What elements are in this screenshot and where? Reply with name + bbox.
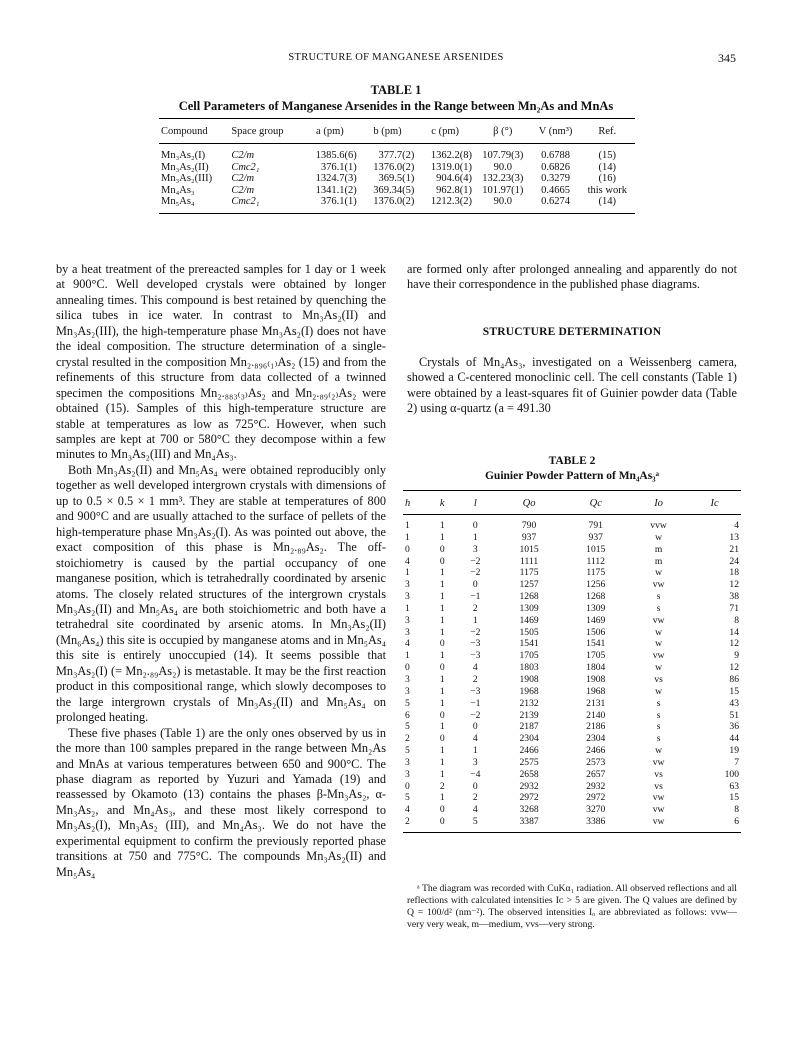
table2-cell: w (655, 567, 663, 579)
table1-header-cell: Ref. (580, 119, 635, 144)
table2-cell: 2139 (519, 709, 539, 721)
table2-cell: 1175 (519, 567, 539, 579)
table2-cell: 12 (729, 638, 739, 650)
table2-cell: m (654, 543, 663, 555)
table2-cell: 3 (405, 579, 410, 591)
table1-cell: 369.5(1) (378, 173, 415, 185)
table2-cell: s (656, 602, 661, 614)
table2-cell: 2575 (519, 756, 539, 768)
left-paragraph-3: These five phases (Table 1) are the only ones observed by us in the more than 100 samples prepared in the range between Mn₂As and MnAs at various temperatures between 650 and 900°C. The phase diagram as reported by Yuzuri and Yamada (19) and reassessed by Okamoto (13) contains the phases β-Mn₃As₂, α-Mn₃As₂, and Mn₄As₃, and these most likely correspond to Mn₃As₂(I), Mn₃As₂ (III), and Mn₄As₃. We do not have the experimental equipment to confirm the previously reported phase transitions at 750 and 775°C. The compounds Mn₃As₂(II) and Mn₅As₄ (56, 725, 386, 879)
table-row (403, 603, 741, 615)
table2-cell: 4 (405, 638, 410, 650)
table2-cell: 1968 (586, 685, 606, 697)
table2-cell: 1541 (586, 638, 606, 650)
table-row (403, 532, 741, 544)
table2-cell: 0 (439, 733, 445, 745)
table2-cell: 7 (734, 756, 739, 768)
table2-cell: 1705 (519, 650, 539, 662)
table2-cell: 1 (472, 531, 478, 543)
table2-cell: 2658 (519, 768, 539, 780)
table2-cell: 3 (405, 614, 410, 626)
table2-cell: 18 (729, 567, 739, 579)
table2-cell: 0 (405, 780, 410, 792)
table2-cell: 1705 (586, 650, 606, 662)
table-row (403, 710, 741, 722)
table1-header-cell: β (°) (474, 119, 532, 144)
table2-cell: 3270 (586, 804, 606, 816)
table2 (403, 490, 741, 833)
table2-cell: 1268 (519, 591, 539, 603)
left-paragraph-2: Both Mn₃As₂(II) and Mn₅As₄ were obtained reproducibly only together as well developed intergrown crystals with dimensions of up to 0.5 × 0.5 × 1 mm³. They are stable at temperatures of 800 and 900°C and are usually attached to the surface of pellets of the high-temperature phase Mn₃As₂(I). As was pointed out above, the exact composition of this phase is Mn₂.₈₉As₂. The off-stoichiometry is caused by the partial occupancy of one manganese position, which is tetrahedrally coordinated by arsenic atoms. The closely related structures of the intergrown crystals Mn₃As₂(II) and Mn₅As₄ are both stoichiometric and both have a tetrahedral site coordinated by arsenic atoms. In Mn₃As₂(II) (Mn₆As₄) this site is occupied by manganese atoms and in Mn₅As₄ this site is entirely unoccupied (14). It seems possible that Mn₃As₂(I) (= Mn₂.₈₉As₂) is metastable. It may be the first reaction product in this compositional range, which slowly decomposes to the large intergrown crystals of Mn₃As₂(II) and Mn₅As₄ on prolonged heating. (56, 462, 386, 725)
table2-cell: 3 (405, 768, 410, 780)
table1-header-cell: Compound (159, 119, 229, 144)
table2-cell: vw (652, 650, 665, 662)
table1-cell: 369.34(5) (373, 184, 415, 196)
table1-header-cell: a (pm) (301, 119, 359, 144)
table-row (403, 733, 741, 745)
table2-cell: 2187 (519, 721, 539, 733)
table2-cell: vvw (650, 520, 667, 531)
table2-cell: 4 (405, 555, 410, 567)
table2-header-cell: Ic (688, 491, 741, 515)
table2-cell: vw (652, 614, 665, 626)
table1-cell: this work (587, 184, 627, 196)
table2-cell: 2 (439, 780, 445, 792)
table2-cell: 791 (588, 520, 603, 531)
table2-cell: 2140 (586, 709, 606, 721)
table2-cell: 5 (405, 697, 410, 709)
table2-cell: s (656, 697, 661, 709)
table2-cell: 1 (405, 602, 410, 614)
table-row (159, 144, 635, 162)
table2-cell: 1469 (519, 614, 539, 626)
table2-cell: vw (652, 579, 665, 591)
table2-cell: 2466 (586, 745, 606, 757)
table2-cell: 6 (688, 816, 741, 832)
table2-cell: 4 (472, 804, 478, 816)
table-row (403, 627, 741, 639)
table1-cell: 0.3279 (541, 173, 570, 185)
table2-cell: 1 (472, 614, 478, 626)
table1-header-cell: Space group (229, 119, 301, 144)
table2-cell: 8 (734, 614, 739, 626)
table2-cell: 1 (439, 756, 445, 768)
table-row (159, 173, 635, 185)
table2-cell: 1541 (519, 638, 539, 650)
table1-cell: 376.1(1) (301, 196, 359, 213)
table2-cell: 2466 (519, 745, 539, 757)
table2-cell: 1257 (519, 579, 539, 591)
table2-cell: vw (652, 756, 665, 768)
table1-cell: 132.23(3) (482, 173, 524, 185)
table2-cell: 1 (405, 520, 410, 531)
table2-cell: 1 (439, 697, 445, 709)
section-heading: STRUCTURE DETERMINATION (482, 326, 662, 338)
table2-cell: vs (654, 780, 663, 792)
table2-cell: 5 (405, 745, 410, 757)
table2-header-cell: h (403, 491, 430, 515)
table2-cell: 1015 (586, 543, 606, 555)
table1-cell: (15) (598, 150, 617, 161)
table1-cell: 1385.6(6) (315, 150, 357, 161)
table2-cell: 1 (439, 591, 445, 603)
table2-cell: 1908 (519, 673, 539, 685)
table2-cell: 1908 (586, 673, 606, 685)
table2-cell: 0 (472, 520, 478, 531)
table2-cell: w (655, 685, 663, 697)
table1-cell: 0.6274 (532, 196, 580, 213)
table2-cell: 1 (405, 650, 410, 662)
table-row (403, 816, 741, 832)
table1-cell: 107.79(3) (482, 150, 524, 161)
table2-cell: 2972 (519, 792, 539, 804)
table2-cell: s (656, 591, 661, 603)
table2-cell: 0 (439, 709, 445, 721)
table-row (403, 662, 741, 674)
table1-cell: 377.7(2) (378, 150, 415, 161)
table-row (403, 686, 741, 698)
table-row (403, 769, 741, 781)
table2-cell: 5 (455, 816, 496, 832)
table2-cell: 36 (729, 721, 739, 733)
table1-cell: 0.6826 (541, 161, 570, 173)
table2-cell: 1 (439, 792, 445, 804)
table1-cell: 0.6788 (541, 150, 570, 161)
table2-cell: 4 (405, 804, 410, 816)
table2-cell: 3 (472, 543, 478, 555)
table-row (403, 556, 741, 568)
table-row (159, 185, 635, 197)
table2-cell: 2 (403, 816, 430, 832)
table1-cell: 90.0 (493, 161, 512, 173)
table1-cell: Cmc2₁ (229, 196, 301, 213)
table2-cell: 1309 (586, 602, 606, 614)
table2-cell: 3 (405, 673, 410, 685)
right-column-mid (407, 355, 737, 417)
table-row (403, 579, 741, 591)
table2-cell: 1256 (586, 579, 606, 591)
table-row (159, 196, 635, 213)
table2-header-cell: Io (629, 491, 688, 515)
table1-cell: Mn₅As₄ (159, 196, 229, 213)
table1-cell: Mn₃As₂(II) (161, 161, 209, 173)
table2-cell: 0 (439, 804, 445, 816)
table2-cell: 1506 (586, 626, 606, 638)
table2-cell: m (654, 555, 663, 567)
table2-cell: 0 (430, 816, 455, 832)
table2-cell: 1 (439, 685, 445, 697)
table2-cell: 0 (472, 579, 478, 591)
table1-cell: Mn₄As₃ (161, 184, 195, 196)
table1-cell: 376.1(1) (320, 161, 357, 173)
table2-cell: 0 (439, 638, 445, 650)
table2-cell: 1111 (520, 555, 539, 567)
table1-header-cell: c (pm) (416, 119, 474, 144)
table2-cell: 2 (405, 733, 410, 745)
table-row (403, 721, 741, 733)
table2-cell: −3 (470, 650, 481, 662)
table1-cell: C2/m (231, 184, 255, 196)
table1-caption: Cell Parameters of Manganese Arsenides in the Range between Mn₂As and MnAs (178, 99, 614, 113)
table2-cell: 1 (439, 650, 445, 662)
table2-cell: 5 (405, 721, 410, 733)
table2-cell: 1 (439, 673, 445, 685)
table2-cell: 2304 (586, 733, 606, 745)
table1-cell: 904.6(4) (436, 173, 472, 185)
left-column (56, 262, 386, 880)
table-row (403, 615, 741, 627)
table2-caption: Guinier Powder Pattern of Mn₄As₃ᵃ (484, 470, 659, 482)
table2-cell: 0 (405, 662, 410, 674)
table2-cell: s (656, 733, 661, 745)
table2-cell: 3 (472, 756, 478, 768)
table2-cell: 2131 (586, 697, 606, 709)
right-paragraph-1: are formed only after prolonged annealing and apparently do not have their correspondence in the published phase diagrams. (407, 262, 737, 292)
table2-cell: 1 (439, 626, 445, 638)
table2-header-cell: k (430, 491, 455, 515)
table2-cell: 1 (439, 614, 445, 626)
table2-cell: −2 (470, 555, 481, 567)
table-row (403, 757, 741, 769)
table2-cell: 3 (405, 756, 410, 768)
table2-cell: 12 (729, 662, 739, 674)
table2-cell: 2186 (586, 721, 606, 733)
table2-cell: w (655, 626, 663, 638)
table2-cell: 3268 (519, 804, 539, 816)
table2-cell: 14 (729, 626, 739, 638)
table-row (403, 650, 741, 662)
table2-cell: 0 (439, 555, 445, 567)
table1-cell: 1341.1(2) (315, 184, 357, 196)
table2-cell: 1309 (519, 602, 539, 614)
table2-cell: 0 (405, 543, 410, 555)
table2-cell: 0 (439, 662, 445, 674)
table1-cell: (16) (598, 173, 617, 185)
table1-header-cell: V (nm³) (532, 119, 580, 144)
left-paragraph-1: by a heat treatment of the prereacted samples for 1 day or 1 week at 900°C. Well developed crystals were obtained by longer annealing times. This compound is best retained by quenching the silica tubes in ice water. In contrast to Mn₃As₂(II) and Mn₃As₂(III), the high-temperature phase Mn₃As₂(I) does not have the ideal composition. The structure determination of a single-crystal resulted in the composition Mn₂.₈₉₆₍₁₎As₂ (15) and from the refinements of this structure from data collected of a twinned specimen the compositions Mn₂.₈₈₃₍₃₎As₂ and Mn₂.₈₉₍₂₎As₂ were obtained (15). Samples of this high-temperature structure are stable at temperatures as low as 725°C. However, when such samples are kept at 700 or 580°C they decompose within a few minutes to Mn₃As₂(III) and Mn₄As₃. (56, 262, 386, 462)
table2-cell: 0 (439, 543, 445, 555)
table2-cell: 15 (729, 792, 739, 804)
table2-cell: vw (652, 804, 665, 816)
table1-cell: 1362.2(8) (430, 150, 472, 161)
table1-label: TABLE 1 (370, 83, 422, 97)
right-paragraph-2: Crystals of Mn₄As₃, investigated on a Weissenberg camera, showed a C-centered monoclinic cell. The cell constants (Table 1) were obtained by a least-squares fit of Guinier powder data (Table 2) using α-quartz (a = 491.30 (407, 355, 737, 416)
table2-cell: 1 (439, 579, 445, 591)
table2-cell: 1 (439, 602, 445, 614)
table2-cell: s (656, 709, 661, 721)
table2-cell: vw (652, 792, 665, 804)
table2-cell: 2304 (519, 733, 539, 745)
table2-footnote: ᵃ The diagram was recorded with CuKα₁ radiation. All observed reflections and all reflections with calculated intensities Iᴄ > 5 are given. The Q values are defined by Q = 100/d² (nm⁻²). The observed intensities Iₒ are abbreviated as follows: vvw—very very weak, m—medium, vvs—very strong. (407, 883, 737, 931)
table-row (403, 591, 741, 603)
table2-cell: 4 (734, 520, 739, 531)
table2-label: TABLE 2 (548, 455, 596, 467)
table2-cell: 19 (729, 745, 739, 757)
table2-cell: −2 (470, 709, 481, 721)
table-row (403, 544, 741, 556)
table2-cell: w (655, 745, 663, 757)
table2-cell: s (656, 721, 661, 733)
table2-cell: 100 (724, 768, 739, 780)
table2-cell: −3 (470, 638, 481, 650)
table2-cell: −2 (470, 626, 481, 638)
table2-cell: 3 (405, 591, 410, 603)
table2-cell: 1015 (519, 543, 539, 555)
table-row (403, 638, 741, 650)
table2-cell: 1268 (586, 591, 606, 603)
table2-cell: 71 (729, 602, 739, 614)
table2-cell: 2 (472, 673, 478, 685)
table2-cell: 3 (405, 685, 410, 697)
table-row (403, 515, 741, 532)
table2-cell: 8 (734, 804, 739, 816)
table2-cell: w (655, 531, 663, 543)
table2-cell: 1 (439, 768, 445, 780)
table2-cell: −4 (470, 768, 481, 780)
table2-cell: 2657 (586, 768, 606, 780)
table2-cell: w (655, 638, 663, 650)
table2-cell: −1 (470, 591, 481, 603)
table2-cell: 937 (521, 531, 537, 543)
running-title: STRUCTURE OF MANGANESE ARSENIDES (288, 52, 504, 63)
table2-cell: vs (654, 673, 663, 685)
table2-cell: 2 (472, 602, 478, 614)
table2-cell: 1803 (519, 662, 539, 674)
table2-header-cell: Qc (562, 491, 629, 515)
table1-cell: Cmc2₁ (231, 161, 260, 173)
table2-cell: vs (654, 768, 663, 780)
table2-cell: 24 (729, 555, 739, 567)
table1-cell: (14) (598, 161, 617, 173)
table2-cell: 15 (729, 685, 739, 697)
table1-cell: C2/m (231, 150, 255, 161)
table2-cell: 2573 (586, 756, 606, 768)
table2-header-cell: l (455, 491, 496, 515)
table2-cell: 12 (729, 579, 739, 591)
table2-cell: 1 (405, 567, 410, 579)
table1-cell: 0.4665 (541, 184, 570, 196)
table-row (403, 674, 741, 686)
table2-cell: −2 (470, 567, 481, 579)
table2-cell: 3 (405, 626, 410, 638)
table2-cell: 0 (472, 780, 478, 792)
table2-cell: 1 (439, 567, 445, 579)
table2-cell: 2 (472, 792, 478, 804)
table2-cell: 38 (729, 591, 739, 603)
table1-cell: 1319.0(1) (430, 161, 472, 173)
table2-cell: 21 (729, 543, 739, 555)
table2-cell: 63 (729, 780, 739, 792)
table1-cell: Mn₃As₂(III) (161, 173, 213, 185)
table1 (159, 118, 635, 214)
table1-cell: C2/m (231, 173, 255, 185)
table2-cell: 1 (439, 721, 445, 733)
table2-cell: 6 (405, 709, 410, 721)
table1-cell: 90.0 (474, 196, 532, 213)
table2-cell: −3 (470, 685, 481, 697)
table2-cell: 3387 (496, 816, 563, 832)
table1-cell: (14) (580, 196, 635, 213)
table2-cell: w (655, 662, 663, 674)
table2-cell: 1505 (519, 626, 539, 638)
table2-cell: 9 (734, 650, 739, 662)
table2-cell: 86 (729, 673, 739, 685)
right-column-top (407, 262, 737, 293)
table-row (403, 567, 741, 579)
table2-cell: vw (629, 816, 688, 832)
table1-cell: Mn₃As₂(I) (161, 150, 206, 161)
table2-cell: 5 (405, 792, 410, 804)
table2-cell: 4 (472, 662, 478, 674)
table2-cell: 1 (472, 745, 478, 757)
table1-cell: 1324.7(3) (315, 173, 357, 185)
table2-cell: 1175 (586, 567, 606, 579)
table2-cell: 1 (439, 745, 445, 757)
table2-cell: 937 (588, 531, 603, 543)
table1-cell: 1376.0(2) (373, 161, 415, 173)
table-row (159, 162, 635, 174)
table2-cell: 2932 (586, 780, 606, 792)
table2-cell: 1968 (519, 685, 539, 697)
table2-cell: 43 (729, 697, 739, 709)
table2-cell: 0 (472, 721, 478, 733)
table2-cell: 790 (521, 520, 537, 531)
table2-cell: 1112 (586, 555, 605, 567)
table2-cell: 1804 (586, 662, 606, 674)
table2-cell: 2972 (586, 792, 606, 804)
table2-header-cell: Qo (496, 491, 563, 515)
table2-cell: 1 (439, 520, 445, 531)
table2-cell: 44 (729, 733, 739, 745)
table2-cell: 13 (729, 531, 739, 543)
table2-cell: 3386 (562, 816, 629, 832)
table-row (403, 745, 741, 757)
table2-cell: 4 (472, 733, 478, 745)
table-row (403, 792, 741, 804)
table1-cell: 1212.3(2) (416, 196, 474, 213)
table-row (403, 781, 741, 793)
table2-cell: 2932 (519, 780, 539, 792)
table1-cell: 101.97(1) (482, 184, 524, 196)
table1-cell: 962.8(1) (436, 184, 472, 196)
table2-cell: 1469 (586, 614, 606, 626)
table2-cell: 1 (439, 531, 445, 543)
table-row (403, 804, 741, 816)
table1-cell: 1376.0(2) (359, 196, 417, 213)
page-number: 345 (718, 51, 736, 65)
table-row (403, 698, 741, 710)
table2-cell: 2132 (519, 697, 539, 709)
table2-cell: −1 (470, 697, 481, 709)
table2-cell: 51 (729, 709, 739, 721)
table1-header-cell: b (pm) (359, 119, 417, 144)
table2-cell: 1 (405, 531, 410, 543)
